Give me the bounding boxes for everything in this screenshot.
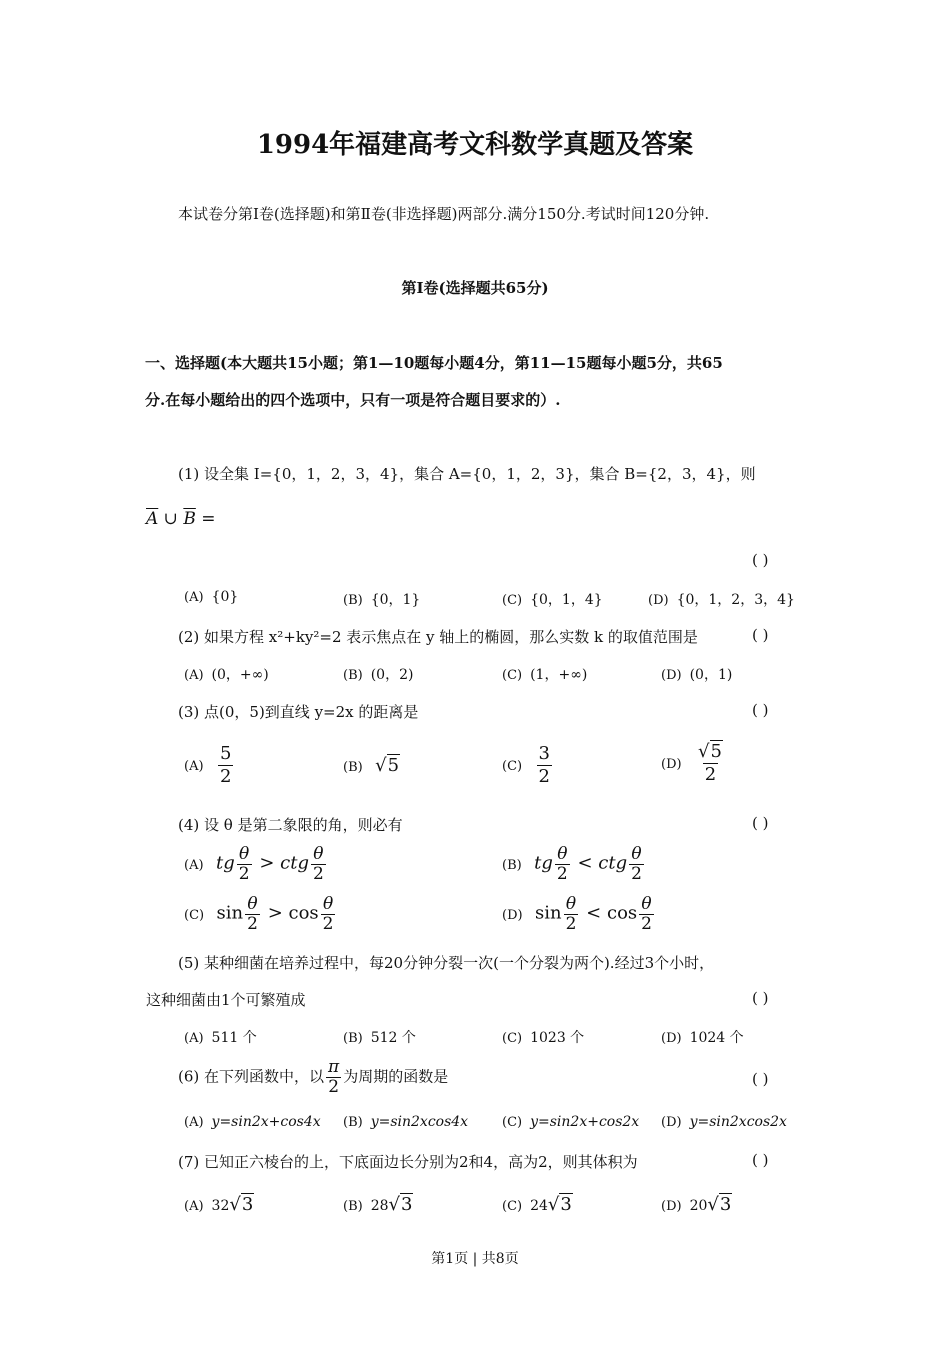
q7-option-c: (C) 24√3: [502, 1194, 572, 1215]
q2-option-c: (C) (1，+∞): [502, 667, 588, 683]
q2-option-d: (D) (0，1): [661, 667, 733, 683]
q2-answer-paren: ( ): [752, 626, 769, 644]
q6-option-c: (C) y=sin2x+cos2x: [502, 1114, 640, 1130]
q4-option-b: (B) tg $\frac{\theta}{2}$ < ctg $\frac{\theta}{2}$: [502, 844, 642, 884]
q3-answer-paren: ( ): [752, 701, 769, 719]
q7-option-b: (B) 28√3: [343, 1194, 413, 1215]
section-heading-line1: 一、选择题(本大题共15小题；第1—10题每小题4分，第11—15题每小题5分，共65: [145, 354, 723, 372]
q3-option-a: (A) $\frac{5}{2}$: [184, 743, 232, 787]
complement-b: $\overline{B}$: [183, 509, 196, 529]
q6-option-a: (A) y=sin2x+cos4x: [184, 1114, 321, 1130]
q2-stem: (2) 如果方程 x²+ky²=2 表示焦点在 y 轴上的椭圆，那么实数 k 的取值范围是: [178, 628, 698, 646]
q1-stem: (1) 设全集 I={0，1，2，3，4}，集合 A={0，1，2，3}，集合 B={2，3，4}，则: [178, 465, 756, 483]
complement-a: $\overline{A}$: [146, 509, 159, 529]
q7-option-d: (D) 20√3: [661, 1194, 732, 1215]
q2-option-a: (A) (0，+∞): [184, 667, 269, 683]
part-heading: 第Ⅰ卷(选择题共65分): [401, 279, 549, 297]
q7-answer-paren: ( ): [752, 1151, 769, 1169]
q5-option-c: (C) 1023 个: [502, 1030, 585, 1046]
q2-option-b: (B) (0，2): [343, 667, 414, 683]
section-heading-line2: 分.在每小题给出的四个选项中，只有一项是符合题目要求的）.: [145, 391, 561, 409]
q1-option-d: (D) {0，1，2，3，4}: [648, 592, 795, 608]
equals-symbol: =: [195, 509, 216, 529]
cup-symbol: ∪: [158, 509, 184, 529]
q5-answer-paren: ( ): [752, 989, 769, 1007]
q3-option-d: (D) $\frac{√5}{2}$: [661, 741, 722, 785]
q7-stem: (7) 已知正六棱台的上，下底面边长分别为2和4，高为2，则其体积为: [178, 1153, 638, 1171]
q6-option-d: (D) y=sin2xcos2x: [661, 1114, 787, 1130]
q6-stem: (6) 在下列函数中，以 $\frac{\pi}{2}$ 为周期的函数是: [178, 1057, 449, 1097]
q7-option-a: (A) 32√3: [184, 1194, 254, 1215]
intro-text: 本试卷分第Ⅰ卷(选择题)和第Ⅱ卷(非选择题)两部分.满分150分.考试时间120分钟.: [178, 205, 710, 223]
q3-option-c: (C) $\frac{3}{2}$: [502, 743, 550, 787]
q4-option-a: (A) tg $\frac{\theta}{2}$ > ctg $\frac{\theta}{2}$: [184, 844, 324, 884]
page-title: 1994年福建高考文科数学真题及答案: [256, 130, 694, 160]
q5-option-a: (A) 511 个: [184, 1030, 257, 1046]
q3-option-b: (B) √5: [343, 755, 400, 776]
q1-option-a: (A) {0}: [184, 589, 239, 605]
q5-option-b: (B) 512 个: [343, 1030, 416, 1046]
q1-expression: [146, 509, 216, 529]
q1-option-c: (C) {0，1，4}: [502, 592, 603, 608]
q3-stem: (3) 点(0，5)到直线 y=2x 的距离是: [178, 703, 419, 721]
q1-option-b: (B) {0，1}: [343, 592, 421, 608]
q5-stem-line2: 这种细菌由1个可繁殖成: [146, 991, 306, 1009]
q4-stem: (4) 设 θ 是第二象限的角，则必有: [178, 816, 403, 834]
q4-option-c: (C) sin $\frac{\theta}{2}$ > cos $\frac{\theta}{2}$: [184, 894, 334, 934]
q4-answer-paren: ( ): [752, 814, 769, 832]
q5-stem-line1: (5) 某种细菌在培养过程中，每20分钟分裂一次(一个分裂为两个).经过3个小时，: [178, 954, 715, 972]
q1-answer-paren: ( ): [752, 551, 769, 569]
q6-answer-paren: ( ): [752, 1070, 769, 1088]
q4-option-d: (D) sin $\frac{\theta}{2}$ < cos $\frac{\theta}{2}$: [502, 894, 652, 934]
page-footer: 第1页 | 共8页: [431, 1251, 519, 1267]
q6-option-b: (B) y=sin2xcos4x: [343, 1114, 469, 1130]
q5-option-d: (D) 1024 个: [661, 1030, 744, 1046]
